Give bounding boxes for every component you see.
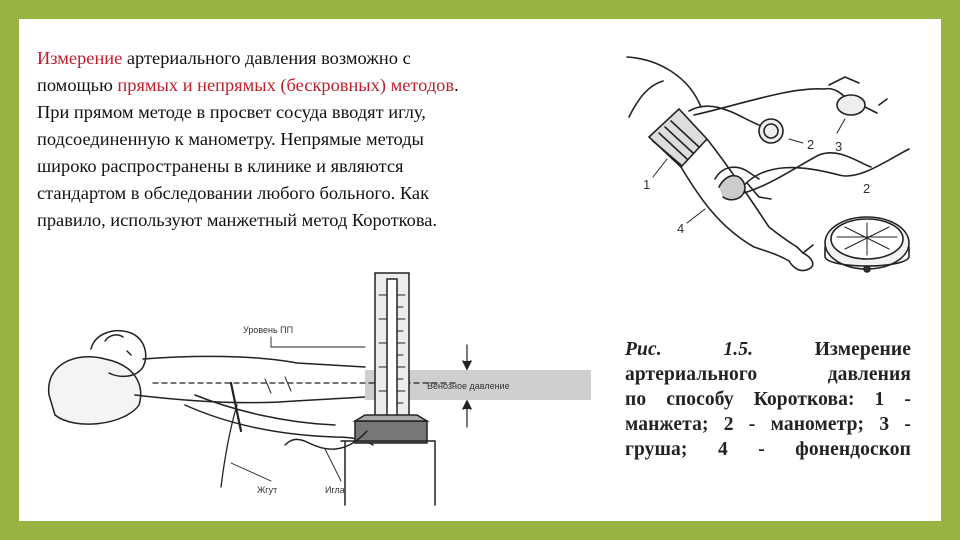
text-line-1: [37, 45, 617, 72]
caption-word1: Измерение: [814, 339, 911, 360]
highlight-methods: прямых и непрямых (бескровных) методов: [117, 75, 455, 95]
label-3: 3: [835, 139, 843, 154]
caption-line-5: груша; 4 - фонендоскоп: [625, 439, 911, 460]
slide: [19, 19, 941, 521]
highlight-measurement: Измерение: [37, 48, 123, 68]
caption-line-2: артериального давления: [625, 364, 911, 385]
caption-fig-label: Рис.: [625, 339, 662, 360]
label-needle: Игла: [325, 485, 345, 495]
label-2-big-gauge: 2: [863, 181, 871, 196]
main-text: [37, 45, 617, 234]
korotkov-figure: [619, 47, 919, 297]
text-line-1-rest: артериального давления возможно с: [122, 48, 411, 68]
direct-method-figure: [35, 255, 595, 515]
direct-method-illustration: [35, 255, 595, 515]
text-line-2: [37, 72, 617, 99]
caption-fig-number: 1.5.: [723, 339, 754, 360]
label-tourniquet: Жгут: [257, 485, 278, 495]
label-2-gauge: 2: [807, 137, 815, 152]
label-level: Уровень ПП: [243, 325, 294, 335]
label-1: 1: [643, 177, 651, 192]
caption-line-4: манжета; 2 - манометр; 3 -: [625, 414, 911, 435]
caption-line-1: [625, 337, 911, 362]
text-line-5: широко распространены в клинике и являются: [37, 156, 404, 176]
text-line-7: правило, используют манжетный метод Короткова.: [37, 210, 438, 230]
text-line-3: При прямом методе в просвет сосуда вводят иглу,: [37, 102, 426, 122]
text-line-2-pre: помощью: [37, 75, 118, 95]
text-line-2-post: .: [454, 75, 459, 95]
label-4: 4: [677, 221, 685, 236]
korotkov-illustration: [619, 47, 919, 297]
label-venous-pressure: Венозное давление: [427, 381, 510, 391]
figure-caption: [625, 337, 911, 462]
caption-line-3: по способу Короткова: 1 -: [625, 389, 911, 410]
text-line-6: стандартом в обследовании любого больного. Как: [37, 183, 430, 203]
text-line-4: подсоединенную к манометру. Непрямые методы: [37, 129, 424, 149]
